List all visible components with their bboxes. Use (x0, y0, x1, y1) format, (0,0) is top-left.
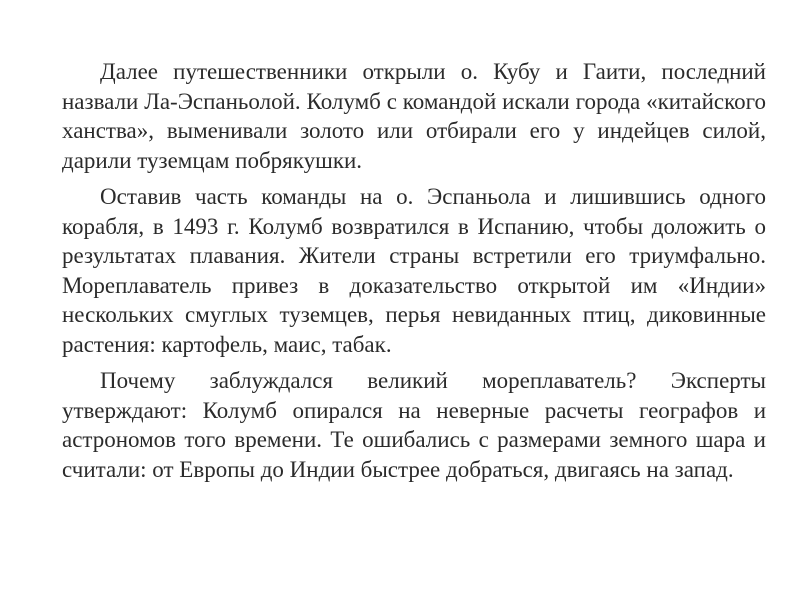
paragraph-3: Почему заблуждался великий мореплаватель? Эксперты утверждают: Колумб опирался на неверные расчеты географов и астрономов того времени. Те ошибались с размерами земного шара и считали: от Европы до Индии быстрее добраться, двигаясь на запад. (62, 368, 766, 482)
paragraph-1: Далее путешественники открыли о. Кубу и Гаити, последний назвали Ла-Эспаньолой. Колумб с командой искали города «китайского ханства», выменивали золото или отбирали его у индейцев силой, дарили туземцам побрякушки. (62, 59, 766, 173)
text-body (62, 57, 766, 491)
paragraph-2: Оставив часть команды на о. Эспаньола и лишившись одного корабля, в 1493 г. Колумб возвратился в Испанию, чтобы доложить о результатах плавания. Жители страны встретили его триумфально. Мореплаватель привез в доказательство открытой им «Индии» нескольких смуглых туземцев, перья невиданных птиц, диковинные растения: картофель, маис, табак. (62, 184, 766, 357)
